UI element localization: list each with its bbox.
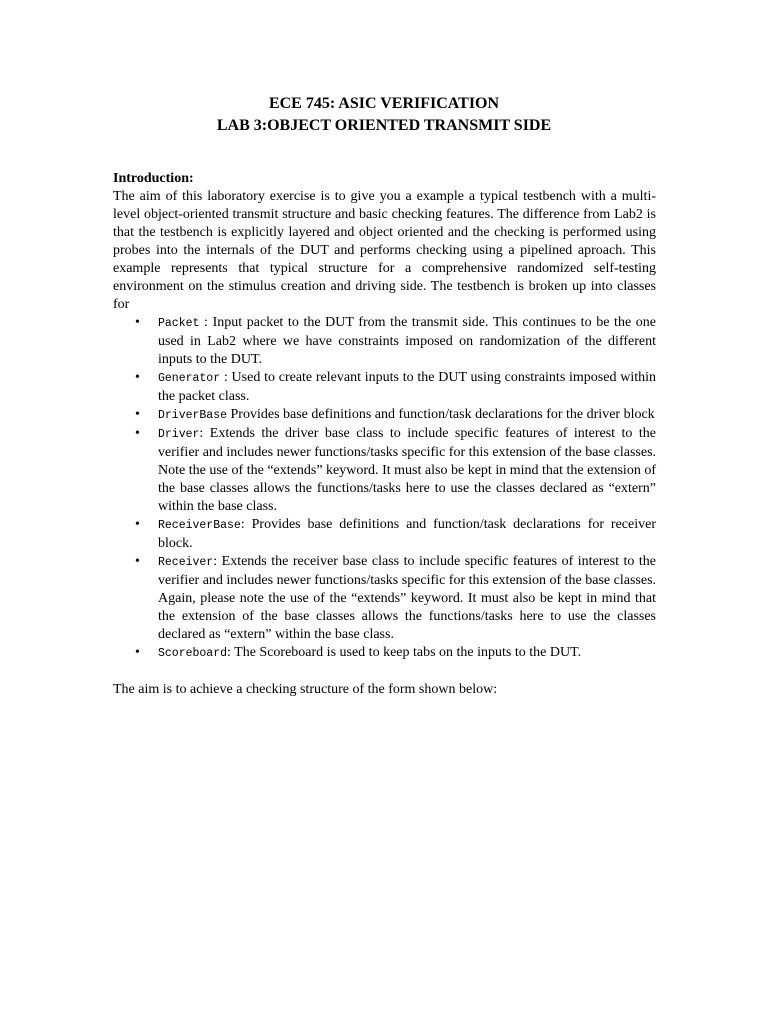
list-item: [135, 644, 656, 663]
bullet-icon: •: [135, 426, 140, 441]
document-subtitle: LAB 3:OBJECT ORIENTED TRANSMIT SIDE: [216, 117, 552, 134]
list-item: [135, 553, 657, 644]
class-name: Packet: [158, 317, 200, 330]
class-name: Generator: [158, 372, 221, 385]
list-item: [135, 314, 656, 369]
class-separator: :: [213, 554, 222, 569]
class-name: Scoreboard: [158, 647, 228, 660]
class-description: Extends the receiver base class to include specific features of interest to the verifier and includes newer functions/tasks specific for this extension of the base classes. Again, please note the use of the “extends” keyword. It must also be kept in mind that the extension of the base classes allows the functions/tasks here to use the classes declared as “extern” within the base class.: [158, 554, 657, 642]
class-separator: :: [199, 426, 210, 441]
introduction-heading: Introduction:: [113, 171, 194, 186]
document-title: ECE 745: ASIC VERIFICATION: [268, 95, 500, 112]
bullet-icon: •: [135, 645, 140, 660]
class-description: Provides base definitions and function/task declarations for receiver block.: [158, 517, 656, 551]
list-item: [135, 406, 656, 425]
class-name: Receiver: [158, 556, 214, 569]
class-separator: :: [227, 645, 235, 660]
class-description: Provides base definitions and function/task declarations for the driver block: [230, 407, 655, 422]
bullet-icon: •: [135, 370, 140, 385]
list-item: [135, 516, 656, 553]
list-item: [135, 425, 657, 516]
class-separator: :: [220, 370, 232, 385]
class-description: Input packet to the DUT from the transmit side. This continues to be the one used in Lab2 where we have constraints imposed on randomization of the different inputs to the DUT.: [158, 315, 656, 367]
bullet-icon: •: [135, 554, 140, 569]
class-description: Used to create relevant inputs to the DUT using constraints imposed within the packet class.: [158, 370, 657, 404]
list-item: [135, 369, 657, 406]
class-name: Driver: [158, 428, 200, 441]
class-name: ReceiverBase: [158, 519, 241, 532]
class-description: Extends the driver base class to include specific features of interest to the verifier and includes newer functions/tasks specific for this extension of the base classes. Note the use of the “extends” keyword. It must also be kept in mind that the extension of the base classes allows the functions/tasks here to use the classes declared as “extern” within the base class.: [158, 426, 657, 514]
bullet-icon: •: [135, 407, 140, 422]
closing-paragraph: The aim is to achieve a checking structure of the form shown below:: [113, 682, 498, 697]
introduction-paragraph: The aim of this laboratory exercise is to give you a example a typical testbench with a multi-level object-oriented transmit structure and basic checking features. The difference from Lab2 is that the testbench is explicitly layered and object oriented and the checking is performed using probes into the internals of the DUT and performs checking using a pipelined aproach. This example represents that typical structure for a comprehensive randomized self-testing environment on the stimulus creation and driving side. The testbench is broken up into classes for: [113, 189, 656, 312]
class-list: [113, 314, 656, 663]
class-separator: :: [199, 315, 213, 330]
document-body: [113, 170, 656, 699]
class-separator: :: [240, 517, 252, 532]
bullet-icon: •: [135, 315, 140, 330]
class-description: The Scoreboard is used to keep tabs on the inputs to the DUT.: [234, 645, 582, 660]
class-name: DriverBase: [158, 409, 228, 422]
bullet-icon: •: [135, 517, 140, 532]
